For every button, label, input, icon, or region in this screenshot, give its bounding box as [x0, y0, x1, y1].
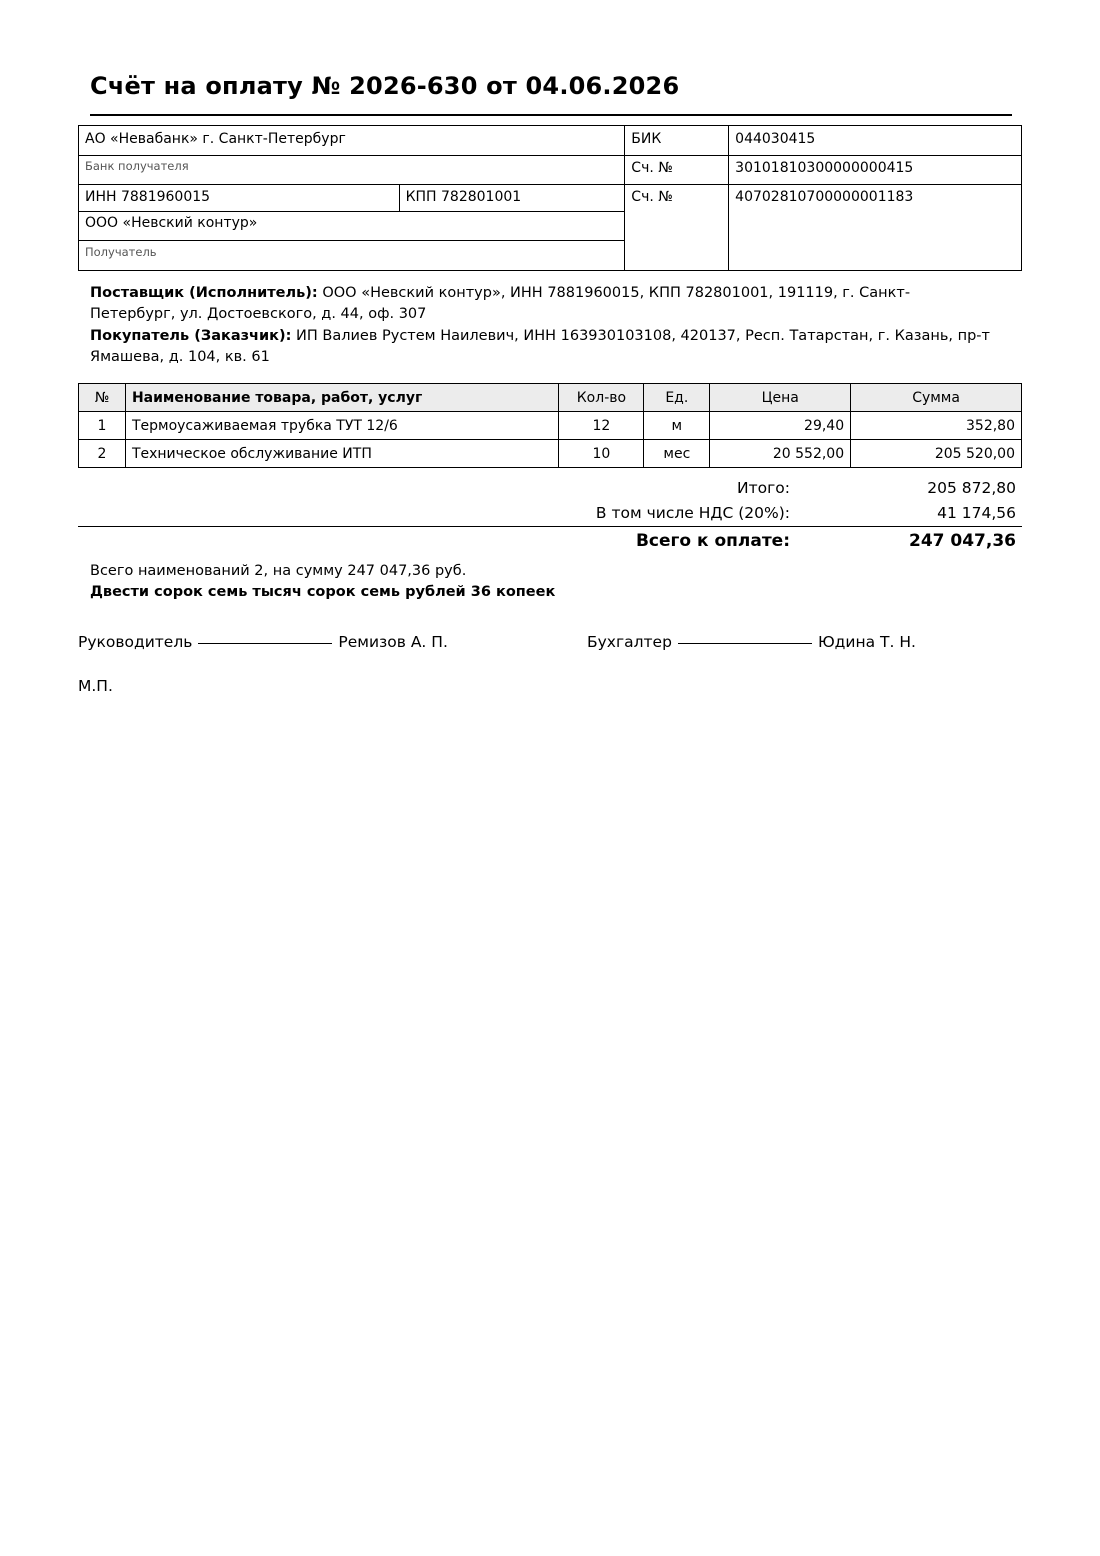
col-header-name: Наименование товара, работ, услуг — [125, 384, 558, 412]
subtotal-row — [78, 476, 1022, 501]
supplier-line — [90, 283, 990, 325]
vat-row — [78, 501, 1022, 526]
row-num: 1 — [79, 412, 126, 440]
supplier-details: ООО «Невский контур», ИНН 7881960015, КПП 782801001, 191119, г. Санкт-Петербург, ул. Достоевского, д. 44, оф. 307 — [90, 285, 911, 322]
recipient-inn: ИНН 7881960015 — [79, 185, 400, 212]
account-value: 40702810700000001183 — [729, 185, 1022, 271]
totals-block — [78, 476, 1022, 554]
bik-label: БИК — [625, 126, 729, 156]
director-label: Руководитель — [78, 633, 193, 651]
bank-caption: Банк получателя — [79, 156, 625, 185]
buyer-line — [90, 326, 990, 368]
recipient-caption: Получатель — [79, 241, 625, 271]
row-unit: мес — [644, 440, 710, 468]
document-title: Счёт на оплату № 2026-630 от 04.06.2026 — [90, 72, 680, 100]
account-label: Сч. № — [625, 185, 729, 271]
row-name: Техническое обслуживание ИТП — [125, 440, 558, 468]
items-count-line: Всего наименований 2, на сумму 247 047,36 руб. — [90, 563, 467, 579]
row-price: 29,40 — [710, 412, 851, 440]
director-name: Ремизов А. П. — [338, 633, 448, 651]
title-divider — [90, 114, 1012, 116]
accountant-signature-line — [678, 643, 812, 644]
col-header-num: № — [79, 384, 126, 412]
corr-account-value: 30101810300000000415 — [729, 156, 1022, 185]
accountant-signature — [587, 633, 916, 651]
row-qty: 12 — [559, 412, 644, 440]
accountant-label: Бухгалтер — [587, 633, 672, 651]
row-qty: 10 — [559, 440, 644, 468]
row-price: 20 552,00 — [710, 440, 851, 468]
bik-value: 044030415 — [729, 126, 1022, 156]
col-header-unit: Ед. — [644, 384, 710, 412]
accountant-name: Юдина Т. Н. — [817, 633, 916, 651]
vat-label: В том числе НДС (20%): — [595, 504, 790, 522]
supplier-label: Поставщик (Исполнитель): — [90, 285, 318, 301]
col-header-sum: Сумма — [851, 384, 1022, 412]
amount-in-words: Двести сорок семь тысяч сорок семь рублей 36 копеек — [90, 584, 556, 600]
grand-total-label: Всего к оплате: — [635, 531, 790, 551]
row-num: 2 — [79, 440, 126, 468]
table-row — [79, 412, 1022, 440]
bank-details-table — [78, 125, 1022, 271]
summary-block — [90, 561, 555, 603]
recipient-name: ООО «Невский контур» — [79, 212, 625, 241]
grand-total-value: 247 047,36 — [908, 531, 1016, 551]
buyer-details: ИП Валиев Рустем Наилевич, ИНН 163930103108, 420137, Респ. Татарстан, г. Казань, пр-т Ямашева, д. 104, кв. 61 — [90, 328, 990, 365]
table-row — [79, 440, 1022, 468]
items-table — [78, 383, 1022, 468]
director-signature-line — [198, 643, 332, 644]
vat-value: 41 174,56 — [937, 504, 1016, 522]
grand-total-row — [78, 526, 1022, 554]
parties-block — [90, 283, 990, 369]
buyer-label: Покупатель (Заказчик): — [90, 328, 292, 344]
row-sum: 205 520,00 — [851, 440, 1022, 468]
subtotal-label: Итого: — [737, 479, 790, 497]
row-name: Термоусаживаемая трубка ТУТ 12/6 — [125, 412, 558, 440]
row-sum: 352,80 — [851, 412, 1022, 440]
bank-name: АО «Невабанк» г. Санкт-Петербург — [79, 126, 625, 156]
stamp-place: М.П. — [78, 677, 113, 695]
director-signature — [78, 633, 448, 651]
col-header-qty: Кол-во — [559, 384, 644, 412]
subtotal-value: 205 872,80 — [927, 479, 1016, 497]
row-unit: м — [644, 412, 710, 440]
corr-account-label: Сч. № — [625, 156, 729, 185]
col-header-price: Цена — [710, 384, 851, 412]
recipient-kpp: КПП 782801001 — [399, 185, 625, 212]
